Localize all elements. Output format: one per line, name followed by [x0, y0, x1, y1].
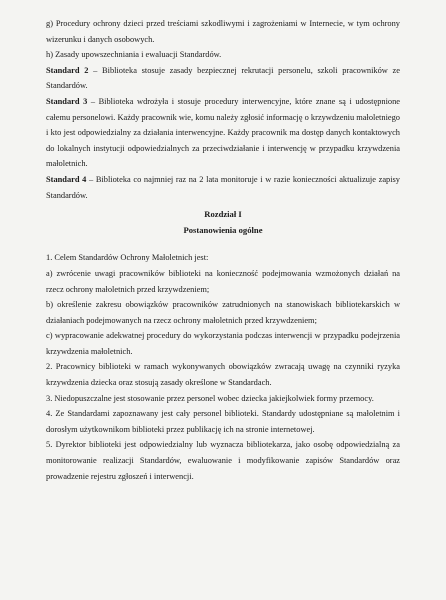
- chapter-subtitle: Postanowienia ogólne: [183, 224, 263, 235]
- item-g: g) Procedury ochrony dzieci przed treściami szkodliwymi i zagrożeniami w Internecie, w tym ochrony wizerunku i danych osobowych.: [46, 19, 400, 44]
- paragraph-1: 1. Celem Standardów Ochrony Małoletnich jest:: [46, 253, 209, 263]
- item-h: h) Zasady upowszechniania i ewaluacji Standardów.: [46, 50, 222, 60]
- chapter-title: Rozdział I: [204, 209, 242, 220]
- standard-3: [46, 94, 400, 172]
- standard-3-text: – Biblioteka wdrożyła i stosuje procedury interwencyjne, które znane są i udostępnione całemu personelowi. Każdy pracownik wie, komu należy zgłosić informację o krzywdzeniu małoletniego i kto jest odpowiedzialny za działania interwencyjne. Każdy pracownik ma dostęp danych kontaktowych do lokalnych instytucji odpowiedzialnych za przeciwdziałanie i interwencję w przypadku krzywdzenia małoletnich.: [46, 96, 400, 169]
- item-c: c) wypracowanie adekwatnej procedury do wykorzystania podczas interwencji w przypadku podejrzenia krzywdzenia małoletnich.: [46, 331, 400, 356]
- standard-3-label: Standard 3: [46, 96, 88, 106]
- standard-4-text: – Biblioteka co najmniej raz na 2 lata monitoruje i w razie konieczności aktualizuje zapisy Standardów.: [46, 174, 400, 200]
- paragraph-3: 3. Niedopuszczalne jest stosowanie przez personel wobec dziecka jakiejkolwiek formy przemocy.: [46, 393, 374, 403]
- paragraph-4: 4. Ze Standardami zapoznawany jest cały personel biblioteki. Standardy udostępniane są małoletnim i dorosłym użytkownikom biblioteki przez publikację ich na stronie internetowej.: [46, 409, 400, 434]
- item-b: b) określenie zakresu obowiązków pracowników zatrudnionych na stanowiskach bibliotekarskich w działaniach podejmowanych na rzecz ochrony małoletnich przed krzywdzeniem;: [46, 300, 400, 325]
- item-a: a) zwrócenie uwagi pracowników biblioteki na konieczność podejmowania wzmożonych działań na rzecz ochrony małoletnich przed krzywdzeniem;: [46, 268, 400, 294]
- standard-2: [46, 63, 400, 94]
- paragraph-5: 5. Dyrektor biblioteki jest odpowiedzialny lub wyznacza bibliotekarza, jako osobę odpowiedzialną za monitorowanie realizacji Standardów, ewaluowanie i modyfikowanie zapisów Standardów oraz prowadzenie rejestru zgłoszeń i interwencji.: [46, 440, 400, 481]
- standard-2-label: Standard 2: [46, 65, 89, 75]
- standard-4-label: Standard 4: [46, 174, 87, 184]
- paragraph-2: 2. Pracownicy biblioteki w ramach wykonywanych obowiązków zwracają uwagę na czynniki ryzyka krzywdzenia dziecka oraz stosują zasady określone w Standardach.: [46, 362, 400, 388]
- standard-2-text: – Biblioteka stosuje zasady bezpiecznej rekrutacji personelu, szkoli pracowników ze Standardów.: [46, 65, 400, 91]
- standard-4: [46, 172, 400, 203]
